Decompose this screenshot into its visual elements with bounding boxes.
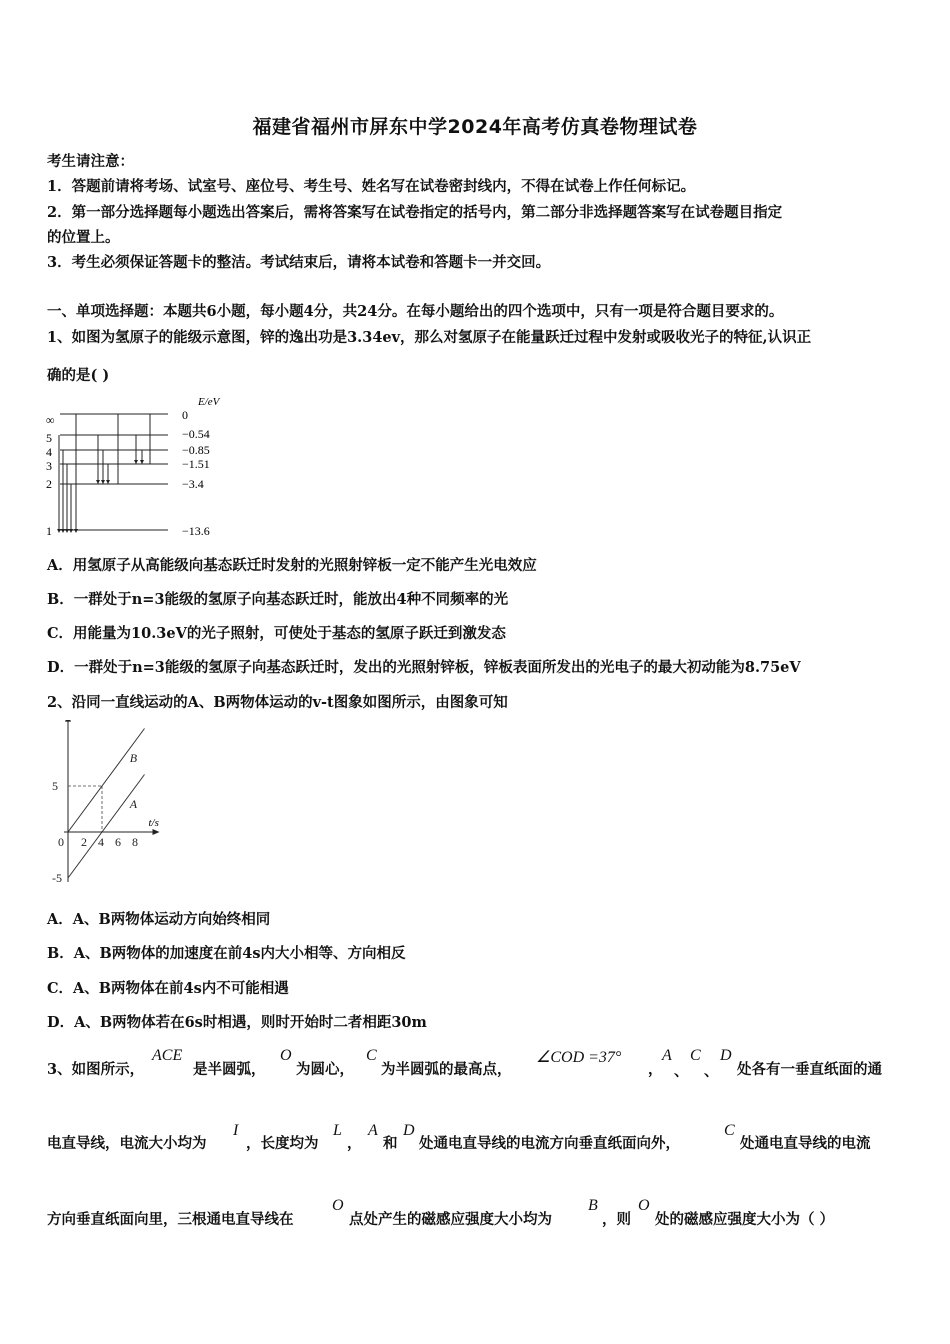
level-energy-1: −13.6 [182,524,210,538]
level-energy-5: −0.54 [182,427,210,441]
q3-line2-p1: 电直导线，电流大小均为 [47,1135,207,1152]
q1-stem-line2: 确的是( ) [47,367,110,384]
notice-item-1: 1．答题前请将考场、试室号、座位号、考生号、姓名写在试卷密封线内，不得在试卷上作任何标记。 [47,178,696,195]
q3-line2-p4: 和 [383,1135,398,1152]
q2-option-d: D．A、B两物体若在6s时相遇，则时开始时二者相距30m [47,1014,427,1031]
vt-series-A-line [68,775,145,879]
level-n-1: 1 [46,524,52,538]
level-n-inf: ∞ [46,413,55,427]
q3-line2-p2: ，长度均为 [246,1135,319,1152]
energy-level-diagram [40,392,230,542]
q3-line3-p3: ，则 [602,1211,631,1228]
q3-l: L [333,1122,342,1139]
notice-heading: 考生请注意： [47,153,134,170]
q3-line3-p4: 处的磁感应强度大小为（ ） [655,1211,835,1228]
q3-o2: O [332,1197,344,1214]
vt-y-tick-label: 5 [52,779,58,793]
level-energy-2: −3.4 [182,477,204,491]
q2-option-a: A．A、B两物体运动方向始终相同 [47,911,271,928]
q2-option-c: C．A、B两物体在前4s内不可能相遇 [47,980,289,997]
section-heading: 一、单项选择题：本题共6小题，每小题4分，共24分。在每小题给出的四个选项中，只有一项是符合题目要求的。 [47,303,784,320]
q3-ace: ACE [152,1047,183,1064]
q3-line1-p3: 为圆心， [296,1061,354,1078]
q3-i: I [233,1122,239,1139]
q1-option-d: D．一群处于n=3能级的氢原子向基态跃迁时，发出的光照射锌板，锌板表面所发出的光电子的最大初动能为8.75eV [47,659,801,676]
notice-item-2: 2．第一部分选择题每小题选出答案后，需将答案写在试卷指定的括号内，第二部分非选择题答案写在试卷题目指定 [47,204,783,221]
q3-line1-p5: ， [648,1061,663,1078]
q3-a2: A [368,1122,378,1139]
vt-y-tick-label: -5 [52,871,62,885]
energy-axis-label: E/eV [198,396,220,408]
q3-d2: D [403,1122,415,1139]
level-n-3: 3 [46,459,52,473]
q1-option-b: B．一群处于n=3能级的氢原子向基态跃迁时，能放出4种不同频率的光 [47,591,509,608]
q3-line1-p2: 是半圆弧， [193,1061,266,1078]
level-energy-4: −0.85 [182,443,210,457]
vt-chart [40,720,270,890]
notice-item-2-cont: 的位置上。 [47,229,120,246]
vt-x-arrow [153,829,160,835]
vt-x-tick-label: 4 [98,835,104,849]
q3-line2-p5: 处通电直导线的电流方向垂直纸面向外， [419,1135,680,1152]
q3-c3: C [724,1122,735,1139]
q3-o3: O [638,1197,650,1214]
vt-x-axis-label: t/s [148,817,159,829]
q3-line1-sep2: 、 [704,1063,719,1080]
q3-line1-text: 3、如图所示， [47,1061,145,1078]
q1-option-c: C．用能量为10.3eV的光子照射，可使处于基态的氢原子跃迁到激发态 [47,625,506,642]
q3-line2-p6: 处通电直导线的电流 [740,1135,871,1152]
vt-series-A-label: A [129,796,138,811]
level-n-5: 5 [46,431,52,445]
q2-stem: 2、沿同一直线运动的A、B两物体运动的v-t图象如图所示，由图象可知 [47,694,508,711]
q2-option-b: B．A、B两物体的加速度在前4s内大小相等、方向相反 [47,945,406,962]
level-energy-inf: 0 [182,408,188,422]
vt-series-B-label: B [129,750,138,765]
q3-d: D [720,1047,732,1064]
vt-x-tick-label: 0 [58,835,64,849]
q3-o: O [280,1047,292,1064]
q1-option-a: A．用氢原子从高能级向基态跃迁时发射的光照射锌板一定不能产生光电效应 [47,557,537,574]
q3-c: C [366,1047,377,1064]
q1-stem-line1: 1、如图为氢原子的能级示意图，锌的逸出功是3.34ev，那么对氢原子在能量跃迁过程中发射或吸收光子的特征,认识正 [47,329,812,346]
q3-angle: ∠COD =37° [536,1049,622,1066]
q3-line1-p4: 为半圆弧的最高点， [381,1061,512,1078]
level-energy-3: −1.51 [182,457,210,471]
vt-x-tick-label: 2 [81,835,87,849]
vt-series-B-line [68,729,145,833]
q3-c2: C [690,1047,701,1064]
vt-x-tick-label: 6 [115,835,121,849]
q3-line2-p3: ， [347,1135,362,1152]
notice-item-3: 3．考生必须保证答题卡的整洁。考试结束后，请将本试卷和答题卡一并交回。 [47,254,551,271]
q3-line3-p2: 点处产生的磁感应强度大小均为 [349,1211,552,1228]
page-title: 福建省福州市屏东中学2024年高考仿真卷物理试卷 [252,116,698,138]
q3-a: A [662,1047,672,1064]
q3-line1-p6: 处各有一垂直纸面的通 [737,1061,882,1078]
level-n-4: 4 [46,445,52,459]
level-n-2: 2 [46,477,52,491]
vt-x-tick-label: 8 [132,835,138,849]
q3-b: B [588,1197,598,1214]
q3-line1-sep1: 、 [674,1063,689,1080]
q3-line3-p1: 方向垂直纸面向里，三根通电直导线在 [47,1211,294,1228]
vt-y-arrow [65,720,71,722]
